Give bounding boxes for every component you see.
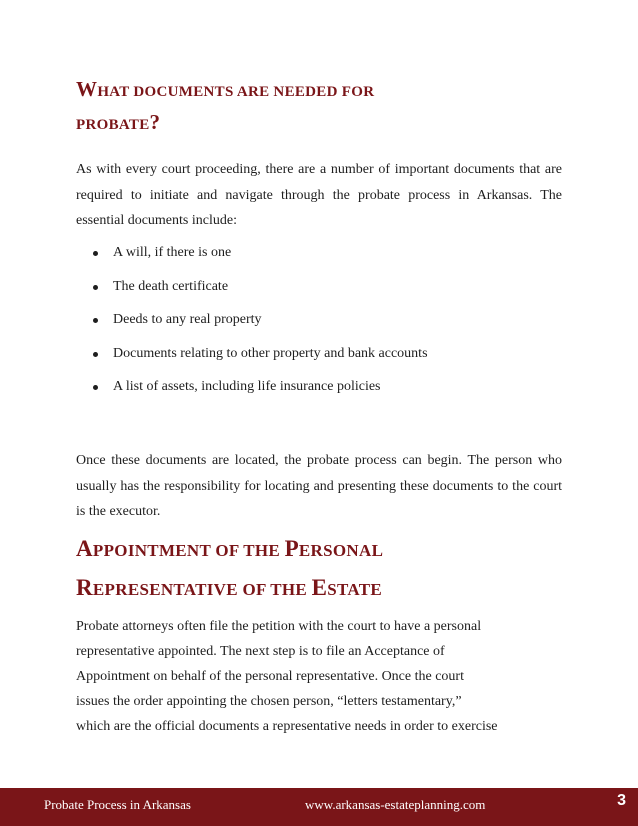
heading-cap: P — [284, 536, 299, 561]
paragraph-line: issues the order appointing the chosen person, “letters testamentary,” — [76, 694, 462, 709]
list-item-text: A will, if there is one — [113, 245, 232, 260]
heading-text: PROBATE — [76, 117, 150, 133]
heading-text: STATE — [327, 580, 383, 599]
bullet-icon — [93, 385, 98, 390]
page-number: 3 — [617, 792, 626, 809]
heading-cap: A — [76, 536, 93, 561]
list-item — [93, 241, 428, 275]
paragraph-line: Appointment on behalf of the personal representative. Once the court — [76, 669, 464, 684]
heading-cap: E — [311, 575, 328, 600]
list-item-text: Deeds to any real property — [113, 312, 262, 328]
intro-paragraph: As with every court proceeding, there are a number of important documents that are required to initiate and navigate through the probate process in Arkansas. The essential documents include: — [76, 162, 562, 228]
heading-cap: W — [76, 77, 98, 101]
list-item — [93, 375, 428, 409]
executor-paragraph: Once these documents are located, the probate process can begin. The person who usually has the responsibility for locating and presenting these documents to the court is the executor. — [76, 453, 562, 519]
paragraph-line: representative appointed. The next step is to file an Acceptance of — [76, 644, 445, 659]
paragraph-line: which are the official documents a representative needs in order to exercise — [76, 719, 498, 734]
footer-url: www.arkansas-estateplanning.com — [305, 797, 486, 812]
section-heading-appointment — [76, 530, 556, 608]
page-footer — [0, 788, 638, 826]
documents-list — [93, 241, 428, 409]
paragraph-line: Probate attorneys often file the petition with the court to have a personal — [76, 619, 482, 634]
bullet-icon — [93, 352, 98, 357]
heading-cap: R — [76, 575, 93, 600]
list-item — [93, 308, 428, 342]
heading-text: HAT DOCUMENTS ARE NEEDED FOR — [97, 84, 375, 100]
list-item-text: The death certificate — [113, 278, 229, 294]
appointment-paragraph — [76, 614, 566, 739]
list-item-text: A list of assets, including life insurance policies — [113, 379, 381, 395]
heading-text: ERSONAL — [298, 541, 384, 560]
section-heading-documents — [76, 74, 506, 140]
list-item — [93, 275, 428, 309]
footer-title: Probate Process in Arkansas — [44, 797, 191, 812]
list-item-text: Documents relating to other property and bank accounts — [113, 345, 428, 361]
heading-text: PPOINTMENT OF THE — [92, 541, 285, 560]
bullet-icon — [93, 251, 98, 256]
heading-text: EPRESENTATIVE OF THE — [92, 580, 312, 599]
list-item — [93, 342, 428, 376]
bullet-icon — [93, 285, 98, 290]
bullet-icon — [93, 318, 98, 323]
heading-cap: ? — [149, 110, 161, 134]
